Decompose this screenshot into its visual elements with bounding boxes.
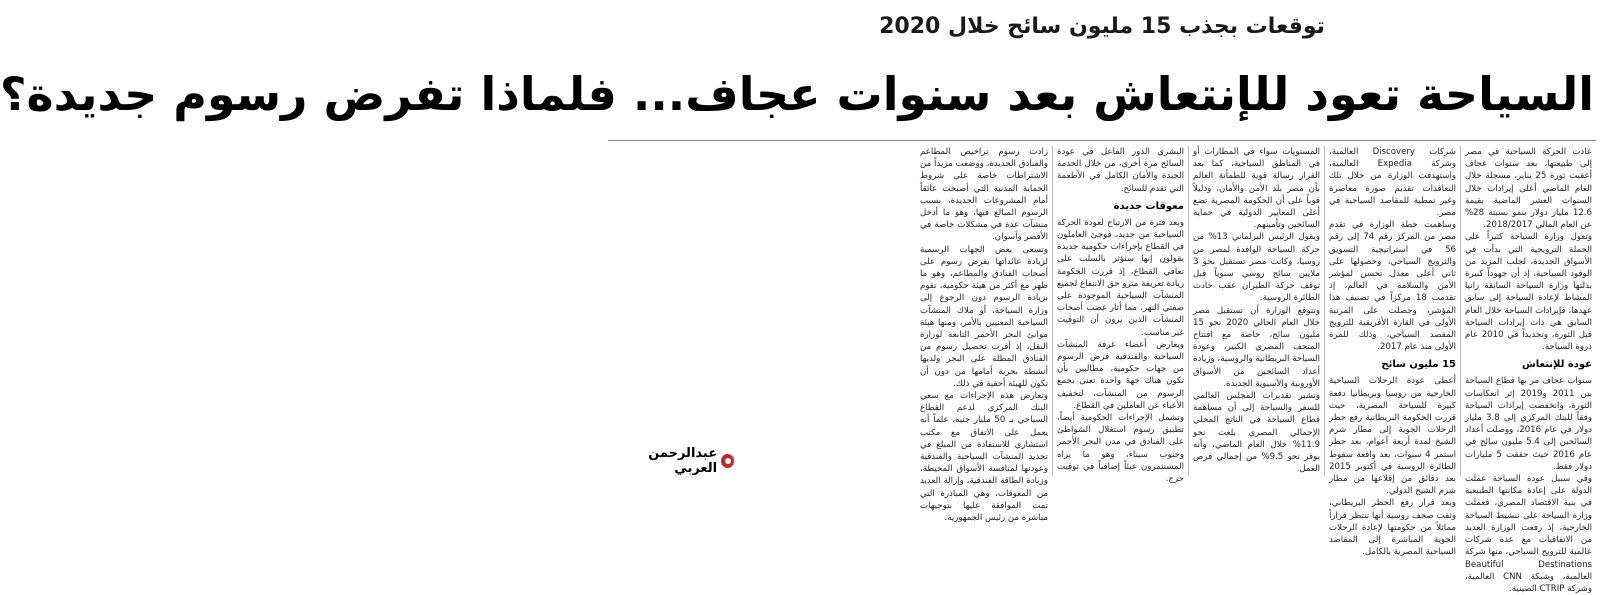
article-column-2	[1324, 146, 1460, 558]
byline-name: عبدالرحمن العربي	[648, 446, 718, 476]
article-column-1	[1460, 146, 1596, 594]
article-body	[608, 146, 1596, 594]
headline-divider	[608, 140, 1596, 141]
paragraph: وفي سبيل عودة السياحة عملت الدولة على إعادة مكانتها الطبيعية في بنية الاقتصاد المصري، فعملت وزارة السياحة على تنشيط السياحة الخارجية، إذ رفعت الوزارة العديد من الاتفاقيات مع عدة شركات عالمية للترويج السياحي، منها شركة Beautiful Destinations العالمية، وشبكة CNN العالمية، وشركة CTRIP الصينية.	[1465, 474, 1592, 594]
paragraph: وتشمل الإجراءات الحكومية أيضاً، تطبيق رسوم استغلال الشواطئ على الفنادق في مدن البحر الأحمر وجنوب سيناء، وهو ما يراه المستثمرون عبئاً إضافياً في توقيت حرج.	[1057, 413, 1184, 485]
article-kicker: توقعات بجذب 15 مليون سائح خلال 2020	[879, 14, 1325, 39]
paragraph: وتعول وزارة السياحة كثيراً على الحملة الترويجية التي بدأت في الأسواق الجديدة، لجلب المزيد من الوفود السياحية، إذ أن جهوداً كبيرة بذلتها وزارة السياحة السابقة رانيا المشاط لإعادة السياحة إلى سابق عهدها، فإيرادات السياحة خلال العام السابق هي ذات إيرادات السياحة قبل الثورة، وتحديداً في 2010 عام ذروة السياحة.	[1465, 232, 1592, 353]
paragraph: شركات Discovery العالمية، وشركة Expedia العالمية، واستهدفت الوزارة من خلال تلك التعاقدات تقديم صورة معاصرة وغير نمطية للمقاصد السياحية في مصر.	[1329, 147, 1456, 219]
paragraph: البشري الدور الفاعل في عودة السائح مرة أخرى، من خلال الخدمة الجيدة والأمان الكامل في الأطعمة التي تقدم للسائح.	[1057, 147, 1184, 194]
paragraph: وساهمت خطة الوزارة في تقدم مصر من المركز رقم 74 إلى رقم 56 في استراتيجية التسويق والترويج السياحي، وحصولها على ثاني أعلى معدل تحسن لمؤشر الأمن والسلامة في العالم، إذ تقدمت 18 مركزاً في تصنيف هذا المؤشر، وحصلت على المرتبة الأولى في القارة الأفريقية للترويج المقصد السياحي، وذلك للمرة الأولى منذ عام 2017.	[1329, 220, 1457, 353]
paragraph: وبعد قرار رفع الحظر البريطاني، وثقت صحف روسية أنها تنتظر قراراً مماثلاً من حكومتها لإعادة الرحلات الجوية المباشرة إلى المقاصد السياحية المصرية بالكامل.	[1329, 498, 1456, 558]
paragraph: وتشير تقديرات المجلس العالمي للسفر والسياحة إلى أن مساهمة قطاع السياحة في الناتج المحلي الإجمالي المصري بلغت نحو 11.9% خلال العام الماضي، وأنه يوفر نحو 9.5% من إجمالي فرص العمل.	[1193, 391, 1320, 475]
paragraph: ويقول الرئيس البرلماني 13% من حركة السياحة الوافدة لمصر من روسيا، وكانت مصر تستقبل نحو 3 ملايين سائح روسي سنوياً قبل توقف حركة الطيران عقب حادث الطائرة الروسية.	[1193, 232, 1320, 304]
paragraph: زادت رسوم تراخيص المطاعم والفنادق الجديدة، ووضعت مزيداً من الاشتراطات خاصة على شروط الحماية المدنية التي أصبحت عائقاً أمام المشروعات الجديدة، بسبب الرسوم المبالغ فيها، وهو ما أدخل منشآت عدة في مشكلات خاصة في الأقصر وأسوان.	[920, 147, 1048, 243]
article-column-4	[1052, 146, 1188, 485]
byline	[610, 446, 734, 476]
article-column-5	[916, 146, 1052, 524]
paragraph: المستويات سواء في المطارات أو في المناطق السياحية، كما بعد القرار رسالة قوية للطمأنة العالم بأن مصر بلد الأمن والأمان، ودليلاً قوياً على أن الحكومة المصرية تضع أعلى المعايير الدولية في حماية السائحين وتأمينهم.	[1193, 147, 1320, 231]
paragraph: وتعارض هذه الإجراءات مع سعي البنك المركزي لدعم القطاع السياحي بـ 50 مليار جنيه، علماً أنه يعمل على الاتفاق مع مكتب استشاري للاستفادة من المبلغ في تجديد المنشآت السياحية والفندقية وعودتها لمنافسة الأسواق المحيطة، وزيادة الطاقة الفندقية، وإزالة العديد من المعوقات، وهي المبادرة التي تمت الموافقة عليها بتوجيهات مباشرة من رئيس الجمهورية.	[920, 391, 1048, 524]
subheading: 15 مليون سائح	[1381, 359, 1456, 371]
paragraph: ويعارض أعضاء غرفة المنشآت السياحية والفندقية فرض الرسوم من جهات حكومية، مطالبين بأن تكون هناك جهة واحدة تعنى بجمع الرسوم من المنشآت، لتخفيف الأعباء عن العاملين في القطاع.	[1057, 339, 1184, 411]
paragraph: سنوات عجاف مر بها قطاع السياحة بين 2011 و2019 إثر انعكاسات الثورة، وانخفضت إيرادات السياحة وفقاً للبنك المركزي إلى 3.8 مليار دولار في عام 2016، ووصلت أعداد السائحين إلى 5.4 مليون سائح في عام 2016 حيث حققت 5 مليارات دولار فقط.	[1465, 376, 1593, 472]
paragraph: أعطى عودة الرحلات السياحية الخارجية من روسيا وبريطانيا دفعة كبيرة للسياحة المصرية، حيث قررت الحكومة البريطانية رفع حظر الرحلات الجوية إلى مطار شرم الشيخ لمدة أربعة أعوام، بعد حظر استمر 4 سنوات، بعد واقعة سقوط الطائرة الروسية في أكتوبر 2015 بعد دقائق من إقلاعها من مطار شرم الشيخ الدولي.	[1329, 376, 1457, 497]
article-headline: السياحة تعود للإنتعاش بعد سنوات عجاف... فلماذا تفرض رسوم جديدة؟	[0, 67, 1594, 121]
subheading: عودة للإنتعاش	[1522, 359, 1592, 371]
paragraph: عادت الحركة السياحية في مصر إلى طبيعتها، بعد سنوات عجاف أعقبت ثورة 25 يناير، مسجلة خلال العام الماضي أعلى إيرادات خلال السنوات العشر الماضية بقيمة 12.6 مليار دولار بنمو نسبته 28% عن العام المالي 2018/2017.	[1465, 147, 1592, 231]
author-icon	[721, 454, 734, 468]
paragraph: وتتوقع الوزارة أن تستقبل مصر خلال العام الحالي 2020 نحو 15 مليون سائح، خاصة مع افتتاح المتحف المصري الكبير، وعودة السياحة البريطانية والروسية، وزيادة أعداد السائحين من الأسواق الأوروبية والآسيوية الجديدة.	[1193, 305, 1320, 389]
subheading: معوقات جديدة	[1113, 200, 1184, 212]
paragraph: وبعد فترة من الارتياح لعودة الحركة السياحية من جديد، فوجئ العاملون في القطاع بإجراءات حكومية جديدة يقولون إنها ستؤثر بالسلب على تعافي القطاع، إذ قررت الحكومة زيادة تعريفة مترو حق الانتفاع لجميع المنشآت السياحية الموجودة على ضفتي النهر، مما أثار غضب أصحاب المنشآت الذين يرون أن التوقيت غير مناسب.	[1056, 217, 1184, 338]
article-column-3	[1188, 146, 1324, 476]
paragraph: وتسعى بعض الجهات الرسمية لزيادة عائداتها بفرض رسوم على أصحاب الفنادق والمطاعم، وهو ما ظهر مع أكثر من هيئة حكومية، تقوم بزيادة الرسوم دون الرجوع إلى وزارة السياحة، أو ملاك المنشآت السياحية المعنيين بالأمر، ومنها هيئة موانئ البحر الأحمر التابعة لوزارة النقل، إذ أقرت تحصيل رسوم من الفنادق المطلة على البحر ولديها أنشطة بحرية أمامها من دون أن تكون للهيئة أحقية في ذلك.	[920, 244, 1048, 389]
